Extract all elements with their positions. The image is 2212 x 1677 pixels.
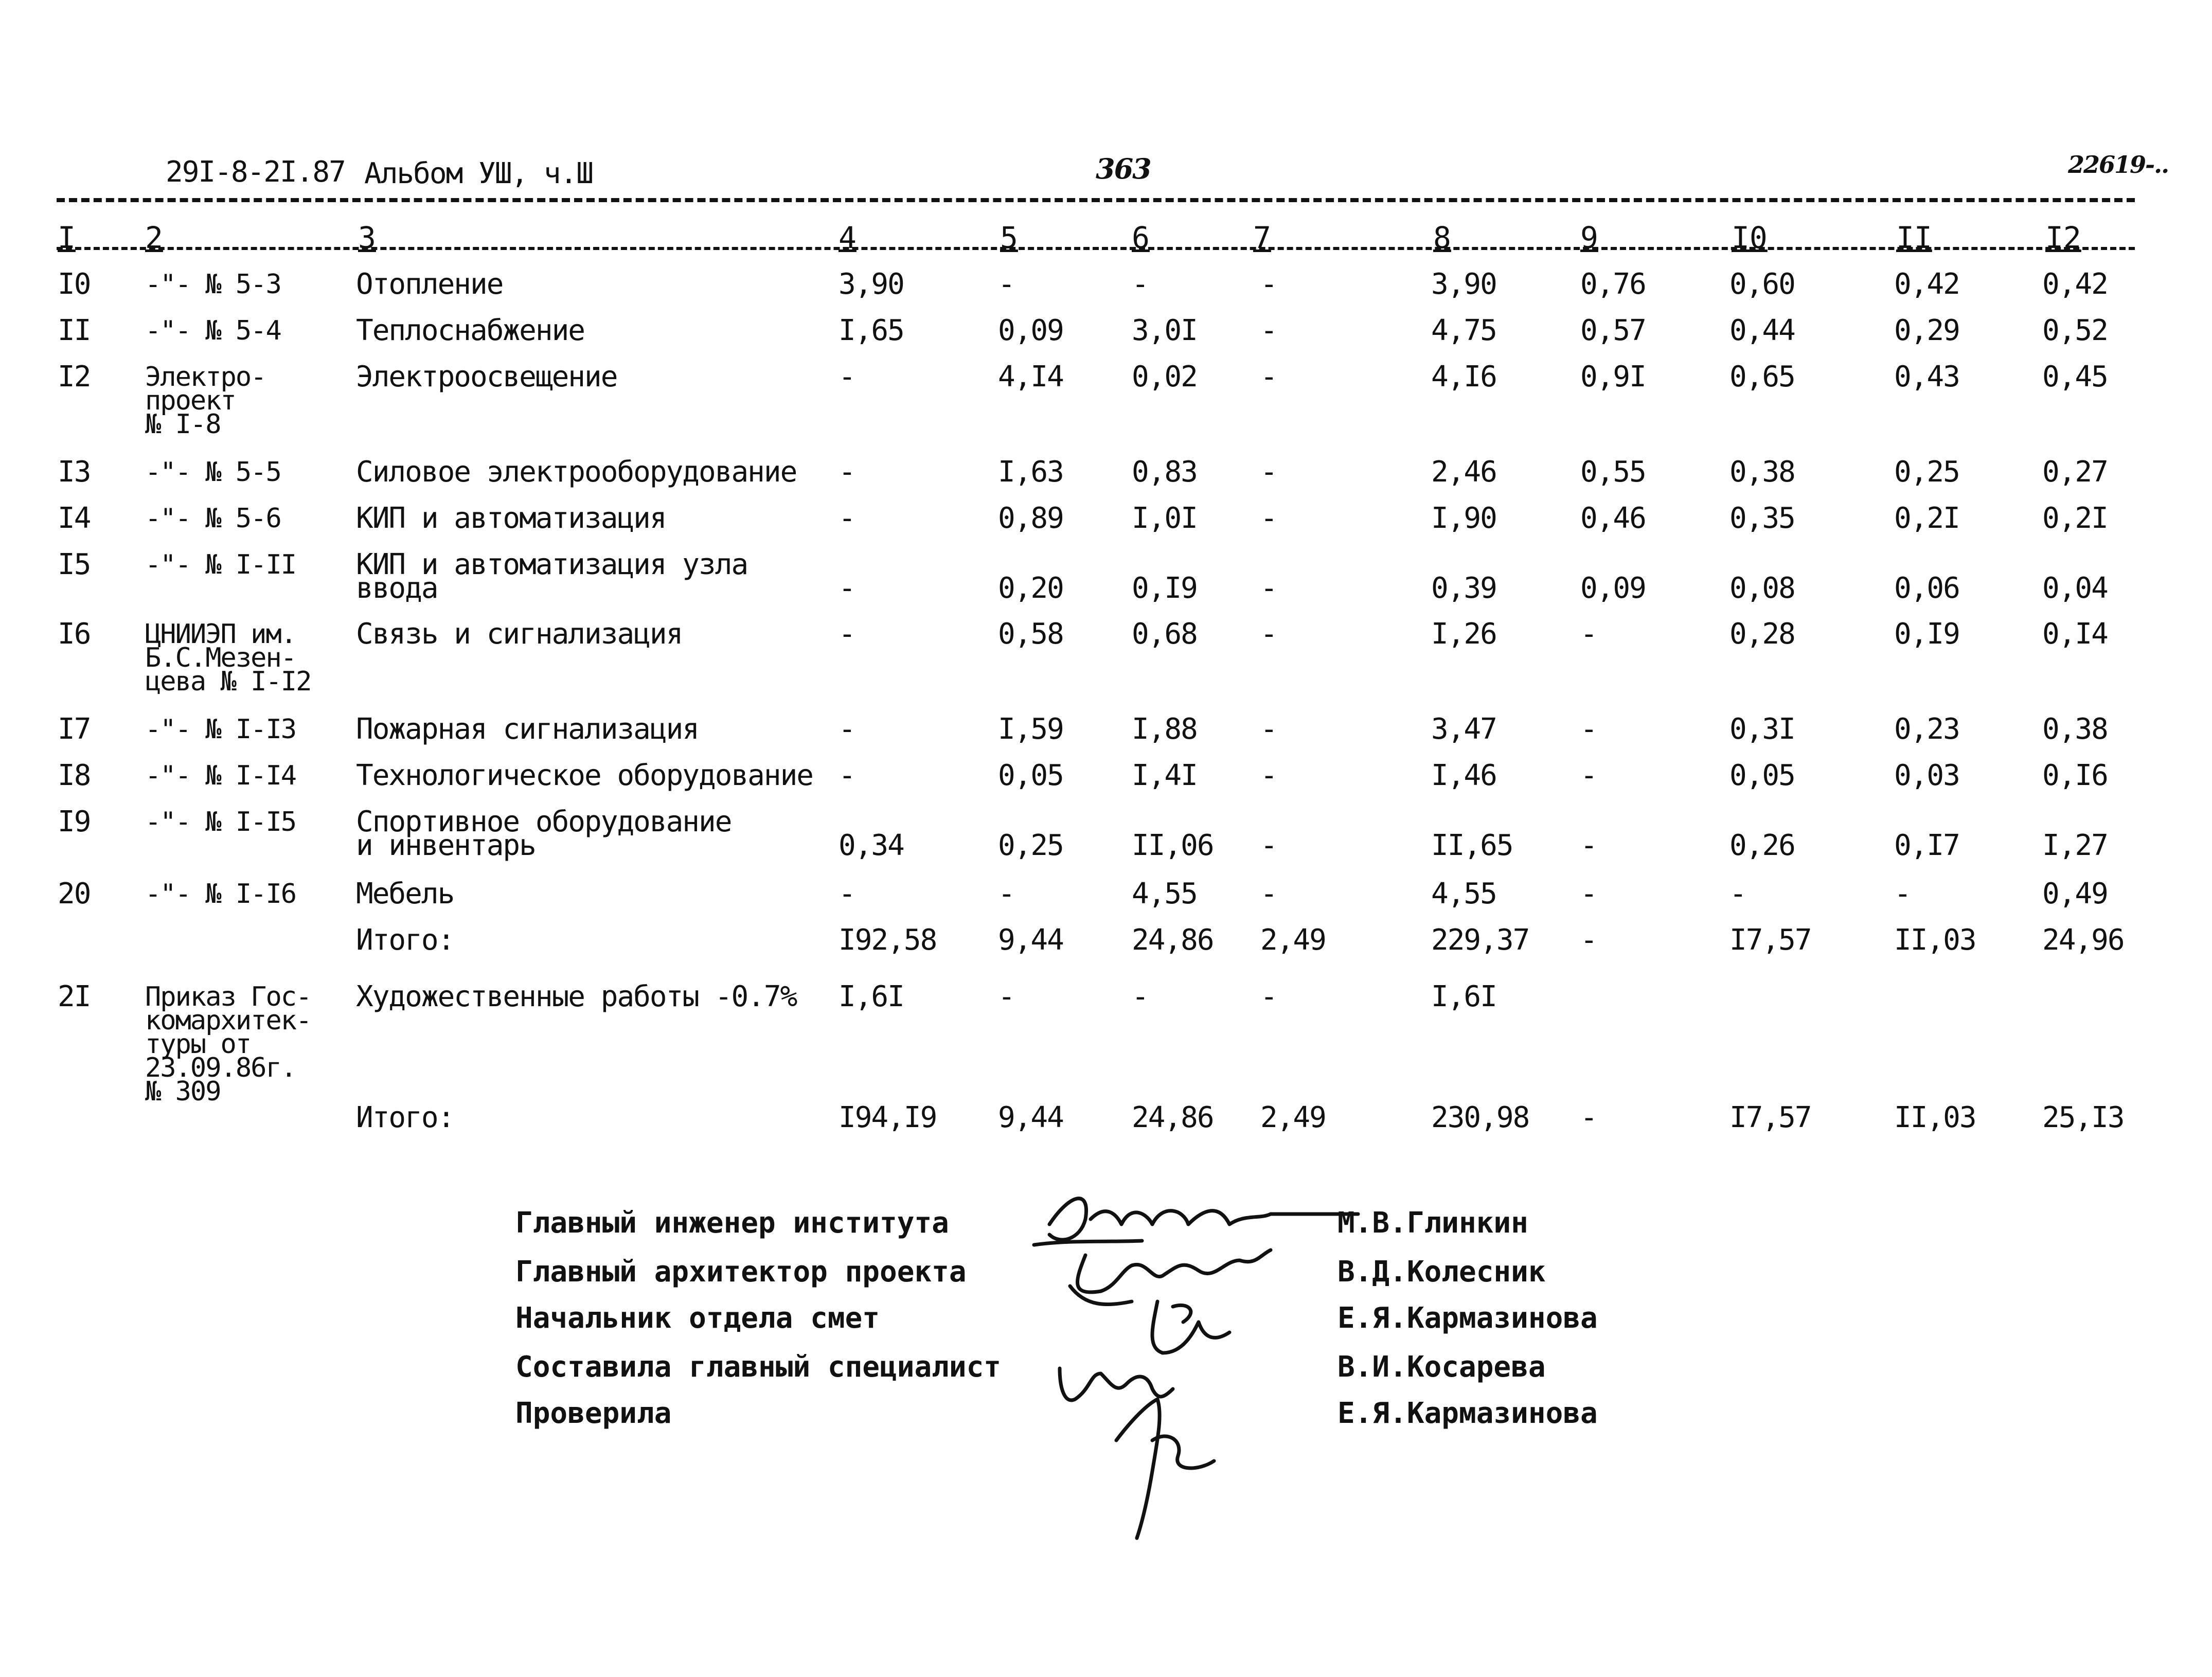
value-cell-col5: 9,44 — [998, 923, 1063, 957]
value-cell-col9: - — [1580, 617, 1597, 651]
value-cell-col7: - — [1260, 314, 1277, 347]
work-name-cell: Художественные работы -0.7% — [356, 980, 797, 1013]
value-cell-col7: - — [1260, 572, 1277, 605]
value-cell-col8: 3,47 — [1431, 712, 1496, 746]
value-cell-col5: 4,I4 — [998, 360, 1063, 394]
value-cell-col7: 2,49 — [1260, 923, 1326, 957]
row-number-cell: II — [58, 314, 91, 347]
value-cell-col6: 24,86 — [1132, 923, 1214, 957]
value-cell-col5: 0,05 — [998, 759, 1063, 792]
column-header-row — [0, 220, 2212, 256]
value-cell-col4: I,6I — [839, 980, 904, 1013]
album-label: Альбом УШ, ч.Ш — [364, 157, 593, 190]
value-cell-col9: 0,9I — [1580, 360, 1646, 394]
value-cell-col8: 4,75 — [1431, 314, 1496, 347]
source-cell: -"- № 5-5 — [145, 457, 281, 488]
value-cell-col6: 3,0I — [1132, 314, 1197, 347]
header-divider — [57, 198, 2135, 202]
column-number: II — [1896, 220, 1932, 255]
value-cell-col8: 0,39 — [1431, 572, 1496, 605]
value-cell-col6: 0,02 — [1132, 360, 1197, 394]
signature-position: Главный инженер института — [515, 1206, 949, 1240]
row-number-cell: I8 — [58, 759, 91, 792]
source-cell: -"- № I-I5 — [145, 807, 296, 837]
value-cell-col11: 0,23 — [1894, 712, 1959, 746]
value-cell-col5: 0,20 — [998, 572, 1063, 605]
value-cell-col8: II,65 — [1431, 829, 1513, 862]
work-name-cell: Мебель — [356, 877, 454, 911]
work-name-cell: Теплоснабжение — [356, 314, 585, 347]
value-cell-col10: I7,57 — [1729, 923, 1811, 957]
value-cell-col10: 0,35 — [1729, 502, 1795, 535]
row-number-cell: 20 — [58, 877, 91, 911]
value-cell-col6: II,06 — [1132, 829, 1214, 862]
value-cell-col10: 0,60 — [1729, 267, 1795, 301]
column-number: 6 — [1132, 220, 1150, 255]
source-cell: -"- № 5-4 — [145, 315, 281, 346]
work-name-cell: Пожарная сигнализация — [356, 712, 699, 746]
column-number: 8 — [1433, 220, 1451, 255]
value-cell-col11: 0,42 — [1894, 267, 1959, 301]
value-cell-col6: I,0I — [1132, 502, 1197, 535]
value-cell-col6: 0,I9 — [1132, 572, 1197, 605]
value-cell-col7: - — [1260, 829, 1277, 862]
value-cell-col7: - — [1260, 712, 1277, 746]
value-cell-col6: 4,55 — [1132, 877, 1197, 911]
column-header-divider — [57, 247, 2135, 250]
value-cell-col12: 24,96 — [2042, 923, 2124, 957]
row-number-cell: I2 — [58, 360, 91, 394]
value-cell-col4: - — [839, 360, 855, 394]
value-cell-col12: 0,38 — [2042, 712, 2108, 746]
row-number-cell: I9 — [58, 805, 91, 838]
value-cell-col7: - — [1260, 759, 1277, 792]
source-cell: -"- № I-I3 — [145, 714, 296, 745]
value-cell-col8: I,90 — [1431, 502, 1496, 535]
value-cell-col12: 0,04 — [2042, 572, 2108, 605]
source-cell: Электро- проект № I-8 — [145, 362, 266, 440]
value-cell-col10: 0,38 — [1729, 455, 1795, 489]
value-cell-col6: 0,68 — [1132, 617, 1197, 651]
page-number: 363 — [1096, 152, 1151, 185]
value-cell-col10: I7,57 — [1729, 1101, 1811, 1134]
value-cell-col6: - — [1132, 980, 1148, 1013]
value-cell-col9: 0,57 — [1580, 314, 1646, 347]
value-cell-col5: - — [998, 267, 1014, 301]
value-cell-col8: 229,37 — [1431, 923, 1529, 957]
inventory-number: 22619-.. — [2068, 151, 2169, 179]
value-cell-col5: 0,09 — [998, 314, 1063, 347]
source-cell: -"- № I-I4 — [145, 760, 296, 791]
row-number-cell: I3 — [58, 455, 91, 489]
signature-position: Составила главный специалист — [515, 1350, 1002, 1384]
value-cell-col11: 0,I9 — [1894, 617, 1959, 651]
value-cell-col5: 0,58 — [998, 617, 1063, 651]
row-number-cell: I4 — [58, 502, 91, 535]
value-cell-col4: - — [839, 712, 855, 746]
value-cell-col11: 0,I7 — [1894, 829, 1959, 862]
value-cell-col4: - — [839, 617, 855, 651]
value-cell-col4: - — [839, 455, 855, 489]
value-cell-col9: - — [1580, 923, 1597, 957]
value-cell-col6: 0,83 — [1132, 455, 1197, 489]
value-cell-col10: 0,26 — [1729, 829, 1795, 862]
value-cell-col9: 0,76 — [1580, 267, 1646, 301]
value-cell-col9: - — [1580, 1101, 1597, 1134]
value-cell-col9: 0,46 — [1580, 502, 1646, 535]
value-cell-col7: - — [1260, 267, 1277, 301]
value-cell-col11: 0,06 — [1894, 572, 1959, 605]
value-cell-col7: - — [1260, 455, 1277, 489]
value-cell-col4: 0,34 — [839, 829, 904, 862]
value-cell-col4: - — [839, 877, 855, 911]
row-number-cell: I5 — [58, 548, 91, 581]
work-name-cell: Отопление — [356, 267, 503, 301]
signature-name: В.И.Косарева — [1337, 1350, 1546, 1384]
value-cell-col7: - — [1260, 617, 1277, 651]
value-cell-col4: I,65 — [839, 314, 904, 347]
value-cell-col12: 0,49 — [2042, 877, 2108, 911]
signature-position: Главный архитектор проекта — [515, 1255, 967, 1289]
signature-name: Е.Я.Кармазинова — [1337, 1301, 1598, 1335]
value-cell-col12: 25,I3 — [2042, 1101, 2124, 1134]
value-cell-col11: 0,03 — [1894, 759, 1959, 792]
value-cell-col10: 0,65 — [1729, 360, 1795, 394]
value-cell-col4: 3,90 — [839, 267, 904, 301]
value-cell-col10: 0,44 — [1729, 314, 1795, 347]
value-cell-col9: - — [1580, 877, 1597, 911]
column-number: 2 — [145, 220, 163, 255]
value-cell-col7: - — [1260, 360, 1277, 394]
value-cell-col10: 0,05 — [1729, 759, 1795, 792]
column-number: 7 — [1253, 220, 1271, 255]
value-cell-col6: I,4I — [1132, 759, 1197, 792]
value-cell-col5: 9,44 — [998, 1101, 1063, 1134]
value-cell-col12: 0,27 — [2042, 455, 2108, 489]
work-name-cell: Итого: — [356, 923, 454, 957]
value-cell-col8: 3,90 — [1431, 267, 1496, 301]
value-cell-col8: I,46 — [1431, 759, 1496, 792]
value-cell-col4: I92,58 — [839, 923, 937, 957]
work-name-cell: Итого: — [356, 1101, 454, 1134]
work-name-cell: Силовое электрооборудование — [356, 455, 797, 489]
source-cell: -"- № 5-3 — [145, 269, 281, 300]
value-cell-col8: 230,98 — [1431, 1101, 1529, 1134]
value-cell-col12: 0,2I — [2042, 502, 2108, 535]
work-name-cell: Технологическое оборудование — [356, 759, 813, 792]
column-number: 4 — [839, 220, 857, 255]
value-cell-col11: 0,29 — [1894, 314, 1959, 347]
signature-name: М.В.Глинкин — [1337, 1206, 1528, 1240]
value-cell-col8: I,26 — [1431, 617, 1496, 651]
value-cell-col11: II,03 — [1894, 923, 1976, 957]
doc-code: 29I-8-2I.87 — [166, 155, 345, 189]
handwritten-signatures — [1029, 1183, 1363, 1543]
column-number: I2 — [2045, 220, 2081, 255]
value-cell-col11: II,03 — [1894, 1101, 1976, 1134]
value-cell-col10: - — [1729, 877, 1746, 911]
value-cell-col5: - — [998, 980, 1014, 1013]
value-cell-col6: 24,86 — [1132, 1101, 1214, 1134]
value-cell-col8: I,6I — [1431, 980, 1496, 1013]
work-name-cell: КИП и автоматизация — [356, 502, 666, 535]
value-cell-col9: - — [1580, 829, 1597, 862]
work-name-cell: КИП и автоматизация узла ввода — [356, 548, 748, 605]
value-cell-col11: 0,25 — [1894, 455, 1959, 489]
value-cell-col9: 0,09 — [1580, 572, 1646, 605]
row-number-cell: I6 — [58, 617, 91, 651]
signature-position: Проверила — [515, 1397, 672, 1430]
value-cell-col10: 0,08 — [1729, 572, 1795, 605]
value-cell-col10: 0,28 — [1729, 617, 1795, 651]
row-number-cell: 2I — [58, 980, 91, 1013]
value-cell-col5: 0,25 — [998, 829, 1063, 862]
value-cell-col12: 0,I4 — [2042, 617, 2108, 651]
column-number: 9 — [1580, 220, 1598, 255]
signature-name: В.Д.Колесник — [1337, 1255, 1546, 1289]
value-cell-col5: - — [998, 877, 1014, 911]
value-cell-col7: 2,49 — [1260, 1101, 1326, 1134]
value-cell-col7: - — [1260, 877, 1277, 911]
value-cell-col4: I94,I9 — [839, 1101, 937, 1134]
value-cell-col8: 4,55 — [1431, 877, 1496, 911]
value-cell-col8: 2,46 — [1431, 455, 1496, 489]
row-number-cell: I0 — [58, 267, 91, 301]
source-cell: -"- № I-I6 — [145, 879, 296, 909]
value-cell-col7: - — [1260, 980, 1277, 1013]
value-cell-col4: - — [839, 502, 855, 535]
value-cell-col10: 0,3I — [1729, 712, 1795, 746]
value-cell-col12: 0,42 — [2042, 267, 2108, 301]
value-cell-col12: 0,52 — [2042, 314, 2108, 347]
value-cell-col6: - — [1132, 267, 1148, 301]
value-cell-col4: - — [839, 759, 855, 792]
value-cell-col5: I,59 — [998, 712, 1063, 746]
column-number: 3 — [358, 220, 376, 255]
value-cell-col12: I,27 — [2042, 829, 2108, 862]
row-number-cell: I7 — [58, 712, 91, 746]
source-cell: ЦНИИЭП им. Б.С.Мезен- цева № I-I2 — [145, 619, 311, 697]
value-cell-col4: - — [839, 572, 855, 605]
signature-position: Начальник отдела смет — [515, 1301, 880, 1335]
work-name-cell: Спортивное оборудование и инвентарь — [356, 805, 732, 862]
value-cell-col11: 0,2I — [1894, 502, 1959, 535]
value-cell-col7: - — [1260, 502, 1277, 535]
value-cell-col11: 0,43 — [1894, 360, 1959, 394]
value-cell-col9: 0,55 — [1580, 455, 1646, 489]
source-cell: -"- № 5-6 — [145, 503, 281, 534]
value-cell-col8: 4,I6 — [1431, 360, 1496, 394]
source-cell: Приказ Гос- комархитек- туры от 23.09.86г. № 309 — [145, 982, 311, 1107]
value-cell-col5: I,63 — [998, 455, 1063, 489]
source-cell: -"- № I-II — [145, 549, 296, 580]
column-number: I0 — [1732, 220, 1768, 255]
value-cell-col6: I,88 — [1132, 712, 1197, 746]
column-number: 5 — [1000, 220, 1018, 255]
column-number: I — [58, 220, 76, 255]
signature-name: Е.Я.Кармазинова — [1337, 1397, 1598, 1430]
value-cell-col12: 0,45 — [2042, 360, 2108, 394]
value-cell-col12: 0,I6 — [2042, 759, 2108, 792]
work-name-cell: Электроосвещение — [356, 360, 617, 394]
value-cell-col5: 0,89 — [998, 502, 1063, 535]
value-cell-col11: - — [1894, 877, 1911, 911]
work-name-cell: Связь и сигнализация — [356, 617, 683, 651]
value-cell-col9: - — [1580, 712, 1597, 746]
value-cell-col9: - — [1580, 759, 1597, 792]
